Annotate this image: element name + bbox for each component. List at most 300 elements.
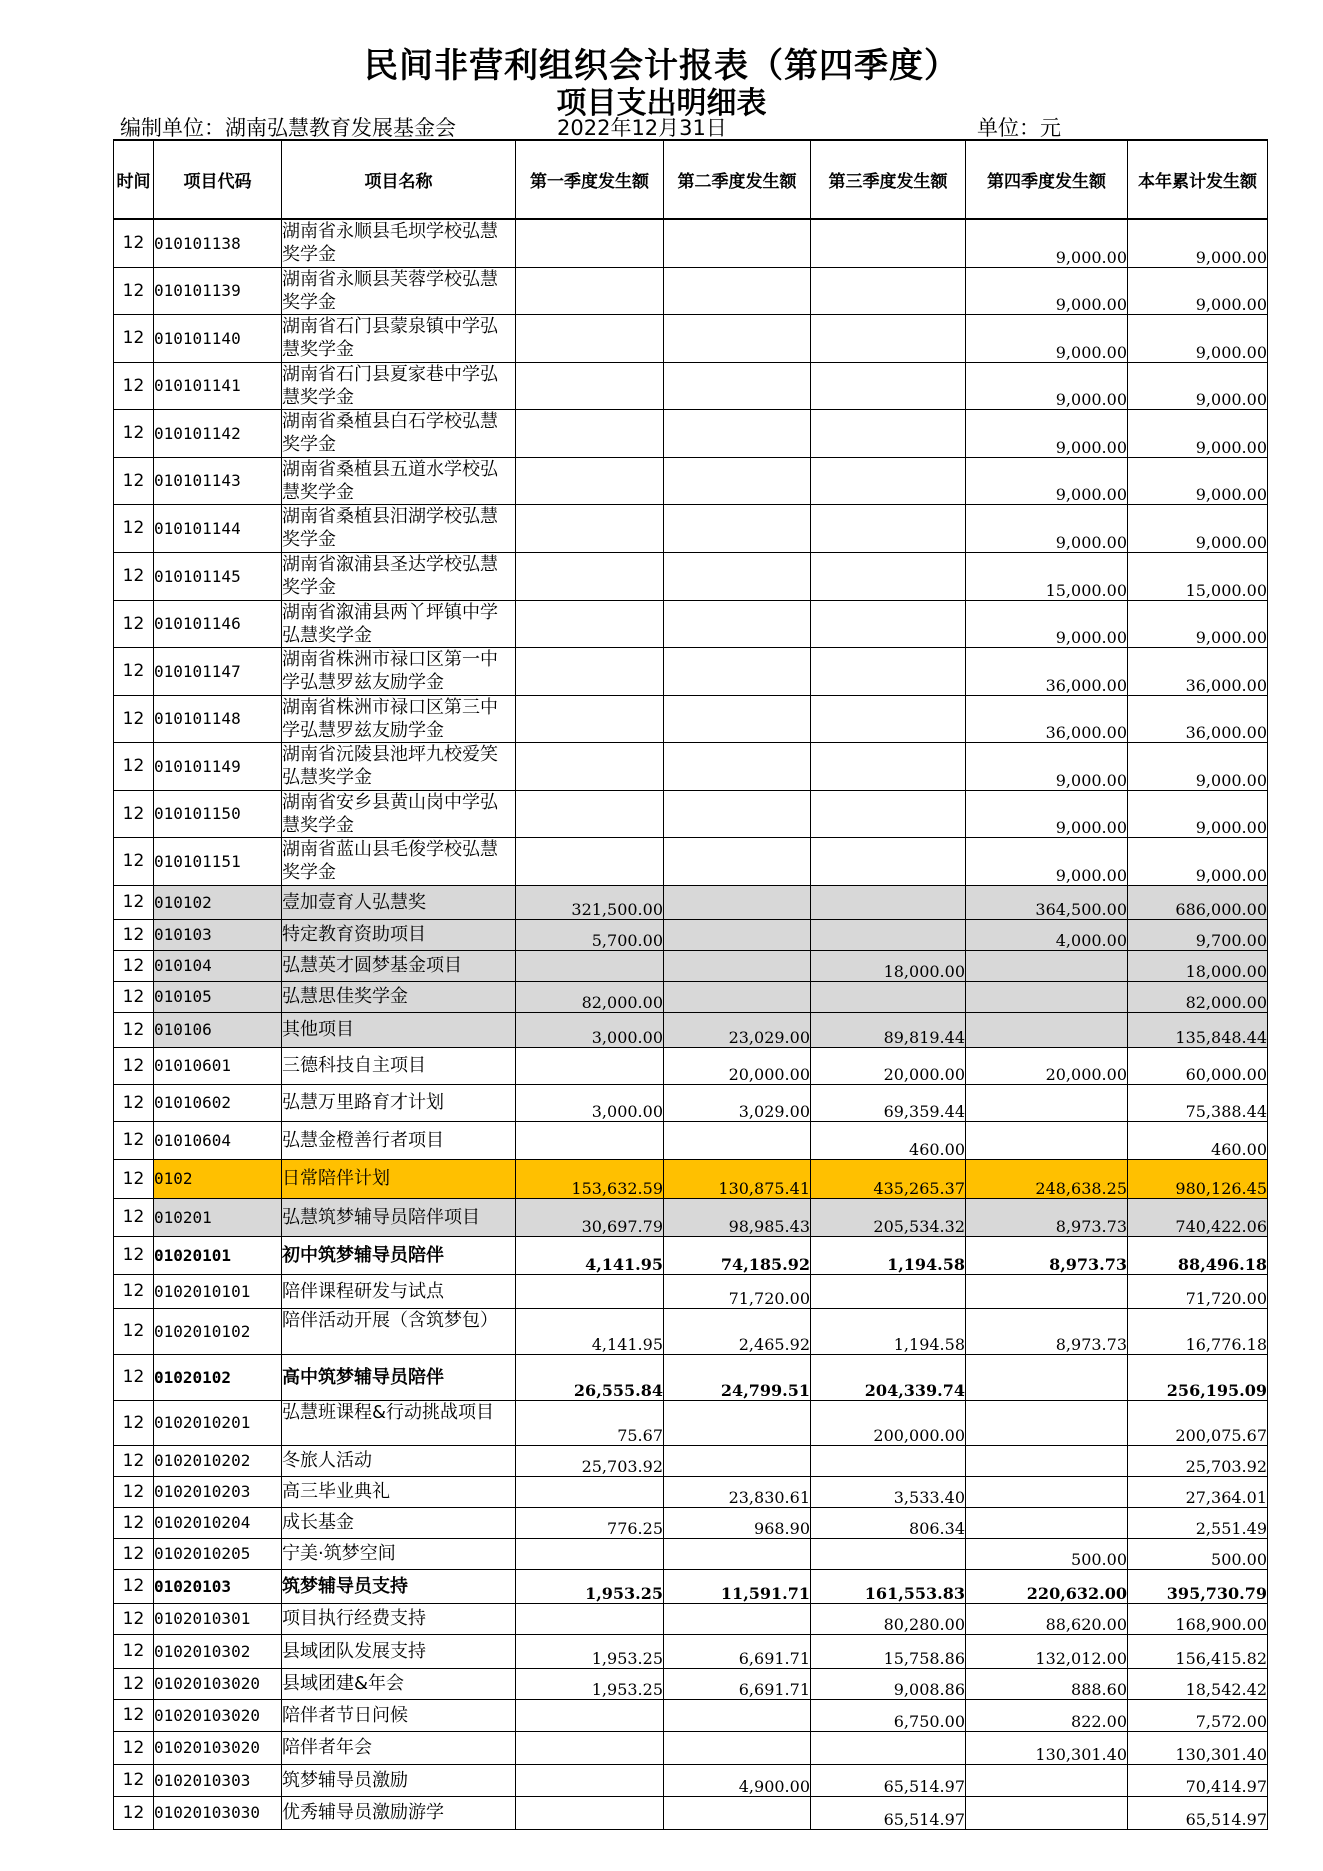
cell-project-code: 010106 — [154, 1012, 282, 1047]
cell-q4-amount: 132,012.00 — [966, 1634, 1128, 1668]
cell-month: 12 — [114, 314, 154, 362]
cell-project-name: 弘慧英才圆梦基金项目 — [282, 950, 516, 981]
cell-q3-amount — [811, 885, 966, 919]
cell-project-name: 湖南省溆浦县圣达学校弘慧奖学金 — [282, 552, 516, 600]
cell-month: 12 — [114, 1445, 154, 1476]
cell-ytd-amount: 36,000.00 — [1128, 695, 1268, 742]
cell-q2-amount — [664, 837, 811, 885]
cell-q1-amount — [516, 552, 664, 600]
cell-q4-amount — [966, 1354, 1128, 1400]
cell-ytd-amount: 256,195.09 — [1128, 1354, 1268, 1400]
cell-q1-amount — [516, 790, 664, 837]
cell-q3-amount — [811, 362, 966, 409]
cell-q1-amount: 3,000.00 — [516, 1012, 664, 1047]
cell-project-code: 010201 — [154, 1198, 282, 1236]
cell-month: 12 — [114, 1668, 154, 1699]
cell-q4-amount: 15,000.00 — [966, 552, 1128, 600]
cell-project-code: 0102010203 — [154, 1476, 282, 1507]
cell-q1-amount: 25,703.92 — [516, 1445, 664, 1476]
cell-month: 12 — [114, 552, 154, 600]
cell-project-name: 湖南省安乡县黄山岗中学弘慧奖学金 — [282, 790, 516, 837]
cell-ytd-amount: 75,388.44 — [1128, 1084, 1268, 1121]
cell-q3-amount: 1,194.58 — [811, 1308, 966, 1354]
cell-q1-amount: 153,632.59 — [516, 1159, 664, 1198]
cell-q2-amount: 130,875.41 — [664, 1159, 811, 1198]
cell-q3-amount: 80,280.00 — [811, 1603, 966, 1634]
cell-project-name: 湖南省永顺县芙蓉学校弘慧奖学金 — [282, 267, 516, 314]
cell-project-code: 010104 — [154, 950, 282, 981]
cell-month: 12 — [114, 1354, 154, 1400]
cell-q1-amount — [516, 1764, 664, 1796]
cell-project-code: 01020102 — [154, 1354, 282, 1400]
cell-project-code: 010101147 — [154, 647, 282, 695]
cell-month: 12 — [114, 695, 154, 742]
cell-q3-amount: 15,758.86 — [811, 1634, 966, 1668]
cell-project-code: 010101146 — [154, 600, 282, 647]
cell-q3-amount — [811, 504, 966, 552]
cell-q2-amount — [664, 950, 811, 981]
cell-project-name: 弘慧万里路育才计划 — [282, 1084, 516, 1121]
cell-q2-amount: 2,465.92 — [664, 1308, 811, 1354]
cell-q1-amount — [516, 1476, 664, 1507]
cell-q2-amount — [664, 1121, 811, 1159]
cell-project-name: 湖南省株洲市禄口区第一中学弘慧罗兹友励学金 — [282, 647, 516, 695]
table-row — [114, 552, 1268, 600]
table-row — [114, 1274, 1268, 1308]
cell-q4-amount: 248,638.25 — [966, 1159, 1128, 1198]
cell-q4-amount: 500.00 — [966, 1538, 1128, 1569]
cell-q2-amount — [664, 267, 811, 314]
cell-q4-amount: 9,000.00 — [966, 790, 1128, 837]
header-month: 时间 — [114, 140, 154, 219]
cell-project-code: 010101140 — [154, 314, 282, 362]
cell-project-name: 陪伴者年会 — [282, 1731, 516, 1764]
cell-ytd-amount: 9,700.00 — [1128, 919, 1268, 950]
cell-q2-amount: 6,691.71 — [664, 1634, 811, 1668]
cell-project-code: 0102010301 — [154, 1603, 282, 1634]
cell-project-name: 其他项目 — [282, 1012, 516, 1047]
report-subtitle: 项目支出明细表 — [556, 86, 767, 121]
table-row — [114, 1538, 1268, 1569]
cell-q4-amount: 822.00 — [966, 1699, 1128, 1731]
cell-month: 12 — [114, 1084, 154, 1121]
cell-ytd-amount: 15,000.00 — [1128, 552, 1268, 600]
cell-project-code: 01020103020 — [154, 1731, 282, 1764]
cell-project-code: 0102010202 — [154, 1445, 282, 1476]
cell-month: 12 — [114, 647, 154, 695]
table-row — [114, 1603, 1268, 1634]
cell-q4-amount: 9,000.00 — [966, 600, 1128, 647]
expense-detail-table — [113, 139, 1268, 1830]
cell-project-code: 01020103030 — [154, 1796, 282, 1829]
cell-project-name: 湖南省石门县蒙泉镇中学弘慧奖学金 — [282, 314, 516, 362]
cell-q4-amount: 8,973.73 — [966, 1236, 1128, 1274]
cell-q2-amount — [664, 1445, 811, 1476]
table-row — [114, 1236, 1268, 1274]
cell-q3-amount — [811, 219, 966, 267]
cell-project-code: 010101139 — [154, 267, 282, 314]
cell-project-name: 湖南省株洲市禄口区第三中学弘慧罗兹友励学金 — [282, 695, 516, 742]
cell-q4-amount — [966, 1400, 1128, 1445]
cell-month: 12 — [114, 1507, 154, 1538]
table-row — [114, 742, 1268, 790]
cell-project-name: 筑梦辅导员支持 — [282, 1569, 516, 1603]
table-row — [114, 1047, 1268, 1084]
cell-ytd-amount: 9,000.00 — [1128, 790, 1268, 837]
cell-ytd-amount: 7,572.00 — [1128, 1699, 1268, 1731]
table-row — [114, 885, 1268, 919]
table-row — [114, 1507, 1268, 1538]
cell-q3-amount — [811, 267, 966, 314]
cell-q4-amount — [966, 1445, 1128, 1476]
cell-project-name: 湖南省石门县夏家巷中学弘慧奖学金 — [282, 362, 516, 409]
cell-q2-amount: 3,029.00 — [664, 1084, 811, 1121]
cell-q4-amount — [966, 981, 1128, 1012]
table-row — [114, 647, 1268, 695]
cell-ytd-amount: 9,000.00 — [1128, 837, 1268, 885]
cell-q3-amount: 6,750.00 — [811, 1699, 966, 1731]
cell-project-code: 010101144 — [154, 504, 282, 552]
currency-unit: 单位：元 — [977, 116, 1061, 140]
cell-q2-amount — [664, 885, 811, 919]
cell-month: 12 — [114, 219, 154, 267]
cell-q1-amount — [516, 600, 664, 647]
cell-ytd-amount: 36,000.00 — [1128, 647, 1268, 695]
table-row — [114, 409, 1268, 457]
cell-q4-amount — [966, 1274, 1128, 1308]
cell-ytd-amount: 18,542.42 — [1128, 1668, 1268, 1699]
cell-q2-amount — [664, 981, 811, 1012]
cell-q4-amount: 9,000.00 — [966, 362, 1128, 409]
header-project-code: 项目代码 — [154, 140, 282, 219]
cell-q1-amount — [516, 1274, 664, 1308]
cell-q3-amount — [811, 790, 966, 837]
cell-project-code: 010101143 — [154, 457, 282, 504]
cell-project-name: 高中筑梦辅导员陪伴 — [282, 1354, 516, 1400]
cell-q3-amount: 161,553.83 — [811, 1569, 966, 1603]
cell-q3-amount: 3,533.40 — [811, 1476, 966, 1507]
cell-month: 12 — [114, 1634, 154, 1668]
cell-project-name: 优秀辅导员激励游学 — [282, 1796, 516, 1829]
cell-project-code: 010101142 — [154, 409, 282, 457]
cell-ytd-amount: 460.00 — [1128, 1121, 1268, 1159]
header-q4: 第四季度发生额 — [966, 140, 1128, 219]
cell-ytd-amount: 82,000.00 — [1128, 981, 1268, 1012]
cell-month: 12 — [114, 1012, 154, 1047]
cell-q2-amount — [664, 919, 811, 950]
cell-ytd-amount: 27,364.01 — [1128, 1476, 1268, 1507]
cell-q4-amount: 20,000.00 — [966, 1047, 1128, 1084]
cell-q2-amount — [664, 1731, 811, 1764]
cell-q2-amount: 71,720.00 — [664, 1274, 811, 1308]
cell-q2-amount — [664, 1603, 811, 1634]
cell-month: 12 — [114, 950, 154, 981]
cell-ytd-amount: 9,000.00 — [1128, 219, 1268, 267]
cell-ytd-amount: 168,900.00 — [1128, 1603, 1268, 1634]
cell-ytd-amount: 9,000.00 — [1128, 362, 1268, 409]
cell-q1-amount — [516, 219, 664, 267]
cell-project-name: 湖南省溆浦县两丫坪镇中学弘慧奖学金 — [282, 600, 516, 647]
cell-q1-amount: 1,953.25 — [516, 1668, 664, 1699]
cell-q2-amount — [664, 742, 811, 790]
cell-project-code: 010101138 — [154, 219, 282, 267]
cell-q3-amount — [811, 919, 966, 950]
cell-month: 12 — [114, 1476, 154, 1507]
cell-project-name: 湖南省桑植县白石学校弘慧奖学金 — [282, 409, 516, 457]
cell-q2-amount: 98,985.43 — [664, 1198, 811, 1236]
table-row — [114, 919, 1268, 950]
cell-month: 12 — [114, 1236, 154, 1274]
table-row — [114, 837, 1268, 885]
cell-q3-amount: 20,000.00 — [811, 1047, 966, 1084]
cell-q2-amount — [664, 219, 811, 267]
cell-q4-amount: 9,000.00 — [966, 457, 1128, 504]
cell-project-name: 湖南省永顺县毛坝学校弘慧奖学金 — [282, 219, 516, 267]
cell-q4-amount: 130,301.40 — [966, 1731, 1128, 1764]
cell-project-code: 0102010201 — [154, 1400, 282, 1445]
cell-q4-amount: 9,000.00 — [966, 837, 1128, 885]
cell-ytd-amount: 395,730.79 — [1128, 1569, 1268, 1603]
cell-q3-amount: 806.34 — [811, 1507, 966, 1538]
cell-ytd-amount: 18,000.00 — [1128, 950, 1268, 981]
cell-q4-amount — [966, 1476, 1128, 1507]
cell-month: 12 — [114, 1121, 154, 1159]
table-row — [114, 1121, 1268, 1159]
cell-month: 12 — [114, 837, 154, 885]
cell-q1-amount — [516, 837, 664, 885]
cell-ytd-amount: 130,301.40 — [1128, 1731, 1268, 1764]
cell-ytd-amount: 9,000.00 — [1128, 409, 1268, 457]
cell-q3-amount: 200,000.00 — [811, 1400, 966, 1445]
cell-q2-amount — [664, 1699, 811, 1731]
cell-q1-amount — [516, 409, 664, 457]
report-title: 民间非营利组织会计报表（第四季度） — [364, 46, 959, 86]
table-row — [114, 1308, 1268, 1354]
cell-ytd-amount: 9,000.00 — [1128, 742, 1268, 790]
cell-project-name: 湖南省桑植县五道水学校弘慧奖学金 — [282, 457, 516, 504]
cell-ytd-amount: 500.00 — [1128, 1538, 1268, 1569]
cell-ytd-amount: 9,000.00 — [1128, 504, 1268, 552]
cell-project-code: 01010604 — [154, 1121, 282, 1159]
cell-q2-amount — [664, 409, 811, 457]
cell-project-name: 成长基金 — [282, 1507, 516, 1538]
table-row — [114, 1012, 1268, 1047]
cell-q1-amount — [516, 504, 664, 552]
cell-q3-amount: 65,514.97 — [811, 1764, 966, 1796]
cell-project-name: 县域团建&年会 — [282, 1668, 516, 1699]
cell-month: 12 — [114, 1308, 154, 1354]
cell-month: 12 — [114, 1603, 154, 1634]
cell-q4-amount: 9,000.00 — [966, 267, 1128, 314]
cell-ytd-amount: 9,000.00 — [1128, 314, 1268, 362]
header-q3: 第三季度发生额 — [811, 140, 966, 219]
cell-q1-amount: 321,500.00 — [516, 885, 664, 919]
cell-q2-amount: 6,691.71 — [664, 1668, 811, 1699]
cell-ytd-amount: 200,075.67 — [1128, 1400, 1268, 1445]
cell-project-name: 陪伴课程研发与试点 — [282, 1274, 516, 1308]
cell-q4-amount — [966, 1507, 1128, 1538]
cell-q2-amount — [664, 362, 811, 409]
cell-q1-amount — [516, 695, 664, 742]
cell-ytd-amount: 71,720.00 — [1128, 1274, 1268, 1308]
cell-q3-amount: 205,534.32 — [811, 1198, 966, 1236]
table-row — [114, 219, 1268, 267]
cell-q2-amount — [664, 1538, 811, 1569]
cell-q1-amount — [516, 1603, 664, 1634]
cell-q2-amount — [664, 504, 811, 552]
cell-ytd-amount: 135,848.44 — [1128, 1012, 1268, 1047]
header-q2: 第二季度发生额 — [664, 140, 811, 219]
cell-q1-amount — [516, 362, 664, 409]
cell-q2-amount — [664, 600, 811, 647]
cell-q4-amount — [966, 1764, 1128, 1796]
cell-project-name: 特定教育资助项目 — [282, 919, 516, 950]
cell-project-code: 01010601 — [154, 1047, 282, 1084]
cell-project-name: 陪伴活动开展（含筑梦包） — [282, 1308, 516, 1354]
cell-q4-amount: 9,000.00 — [966, 504, 1128, 552]
cell-month: 12 — [114, 1731, 154, 1764]
cell-q2-amount — [664, 1796, 811, 1829]
cell-q1-amount: 4,141.95 — [516, 1236, 664, 1274]
cell-q2-amount — [664, 790, 811, 837]
cell-month: 12 — [114, 790, 154, 837]
header-q1: 第一季度发生额 — [516, 140, 664, 219]
cell-project-name: 弘慧班课程&行动挑战项目 — [282, 1400, 516, 1445]
cell-project-code: 01020103 — [154, 1569, 282, 1603]
cell-q1-amount — [516, 742, 664, 790]
cell-q3-amount — [811, 695, 966, 742]
cell-month: 12 — [114, 1764, 154, 1796]
cell-q3-amount: 435,265.37 — [811, 1159, 966, 1198]
cell-q1-amount: 26,555.84 — [516, 1354, 664, 1400]
cell-month: 12 — [114, 267, 154, 314]
cell-project-code: 010101150 — [154, 790, 282, 837]
cell-q1-amount: 1,953.25 — [516, 1634, 664, 1668]
cell-q1-amount — [516, 950, 664, 981]
cell-q3-amount: 1,194.58 — [811, 1236, 966, 1274]
table-row — [114, 1731, 1268, 1764]
cell-project-name: 陪伴者节日问候 — [282, 1699, 516, 1731]
cell-ytd-amount: 88,496.18 — [1128, 1236, 1268, 1274]
cell-project-name: 日常陪伴计划 — [282, 1159, 516, 1198]
cell-month: 12 — [114, 1400, 154, 1445]
cell-ytd-amount: 9,000.00 — [1128, 600, 1268, 647]
cell-project-code: 010101148 — [154, 695, 282, 742]
table-row — [114, 504, 1268, 552]
cell-q4-amount: 9,000.00 — [966, 409, 1128, 457]
cell-project-name: 县域团队发展支持 — [282, 1634, 516, 1668]
cell-q3-amount — [811, 1445, 966, 1476]
cell-q3-amount: 9,008.86 — [811, 1668, 966, 1699]
cell-q2-amount: 24,799.51 — [664, 1354, 811, 1400]
header-ytd: 本年累计发生额 — [1128, 140, 1268, 219]
cell-q4-amount: 36,000.00 — [966, 647, 1128, 695]
cell-project-name: 弘慧金橙善行者项目 — [282, 1121, 516, 1159]
cell-project-name: 弘慧筑梦辅导员陪伴项目 — [282, 1198, 516, 1236]
cell-ytd-amount: 980,126.45 — [1128, 1159, 1268, 1198]
cell-project-code: 0102 — [154, 1159, 282, 1198]
cell-month: 12 — [114, 885, 154, 919]
cell-q4-amount — [966, 1012, 1128, 1047]
table-row — [114, 457, 1268, 504]
cell-q3-amount: 65,514.97 — [811, 1796, 966, 1829]
cell-q1-amount: 30,697.79 — [516, 1198, 664, 1236]
cell-month: 12 — [114, 1569, 154, 1603]
cell-q1-amount — [516, 457, 664, 504]
cell-q1-amount — [516, 1731, 664, 1764]
cell-project-name: 湖南省桑植县汨湖学校弘慧奖学金 — [282, 504, 516, 552]
cell-project-code: 01020101 — [154, 1236, 282, 1274]
table-row — [114, 1476, 1268, 1507]
cell-q3-amount — [811, 600, 966, 647]
table-row — [114, 950, 1268, 981]
cell-q2-amount — [664, 695, 811, 742]
cell-project-code: 0102010303 — [154, 1764, 282, 1796]
cell-q1-amount — [516, 314, 664, 362]
cell-project-code: 010101151 — [154, 837, 282, 885]
table-body — [114, 219, 1268, 1829]
cell-project-code: 0102010204 — [154, 1507, 282, 1538]
cell-q2-amount: 74,185.92 — [664, 1236, 811, 1274]
cell-month: 12 — [114, 1159, 154, 1198]
table-row — [114, 790, 1268, 837]
table-row — [114, 314, 1268, 362]
cell-q2-amount — [664, 552, 811, 600]
table-row — [114, 981, 1268, 1012]
table-row — [114, 1634, 1268, 1668]
cell-q4-amount: 36,000.00 — [966, 695, 1128, 742]
cell-q4-amount: 888.60 — [966, 1668, 1128, 1699]
cell-month: 12 — [114, 1274, 154, 1308]
cell-project-name: 项目执行经费支持 — [282, 1603, 516, 1634]
cell-month: 12 — [114, 1699, 154, 1731]
cell-project-code: 010103 — [154, 919, 282, 950]
cell-ytd-amount: 686,000.00 — [1128, 885, 1268, 919]
cell-ytd-amount: 16,776.18 — [1128, 1308, 1268, 1354]
cell-q3-amount — [811, 314, 966, 362]
cell-q1-amount: 5,700.00 — [516, 919, 664, 950]
cell-q2-amount: 4,900.00 — [664, 1764, 811, 1796]
cell-q3-amount: 18,000.00 — [811, 950, 966, 981]
cell-ytd-amount: 2,551.49 — [1128, 1507, 1268, 1538]
cell-project-name: 冬旅人活动 — [282, 1445, 516, 1476]
cell-q4-amount: 9,000.00 — [966, 314, 1128, 362]
cell-project-name: 筑梦辅导员激励 — [282, 1764, 516, 1796]
cell-project-name: 湖南省沅陵县池坪九校爱笑弘慧奖学金 — [282, 742, 516, 790]
cell-month: 12 — [114, 919, 154, 950]
cell-month: 12 — [114, 1796, 154, 1829]
cell-q1-amount: 82,000.00 — [516, 981, 664, 1012]
cell-ytd-amount: 60,000.00 — [1128, 1047, 1268, 1084]
table-row — [114, 1198, 1268, 1236]
table-row — [114, 1354, 1268, 1400]
cell-project-code: 010101145 — [154, 552, 282, 600]
cell-q4-amount — [966, 1084, 1128, 1121]
cell-q3-amount — [811, 837, 966, 885]
cell-q2-amount: 23,029.00 — [664, 1012, 811, 1047]
cell-q1-amount — [516, 267, 664, 314]
cell-project-name: 三德科技自主项目 — [282, 1047, 516, 1084]
cell-q2-amount: 968.90 — [664, 1507, 811, 1538]
cell-month: 12 — [114, 600, 154, 647]
cell-project-name: 壹加壹育人弘慧奖 — [282, 885, 516, 919]
cell-q4-amount: 9,000.00 — [966, 219, 1128, 267]
cell-q3-amount — [811, 981, 966, 1012]
cell-q3-amount: 69,359.44 — [811, 1084, 966, 1121]
cell-project-code: 010102 — [154, 885, 282, 919]
table-row — [114, 695, 1268, 742]
cell-q2-amount — [664, 1400, 811, 1445]
